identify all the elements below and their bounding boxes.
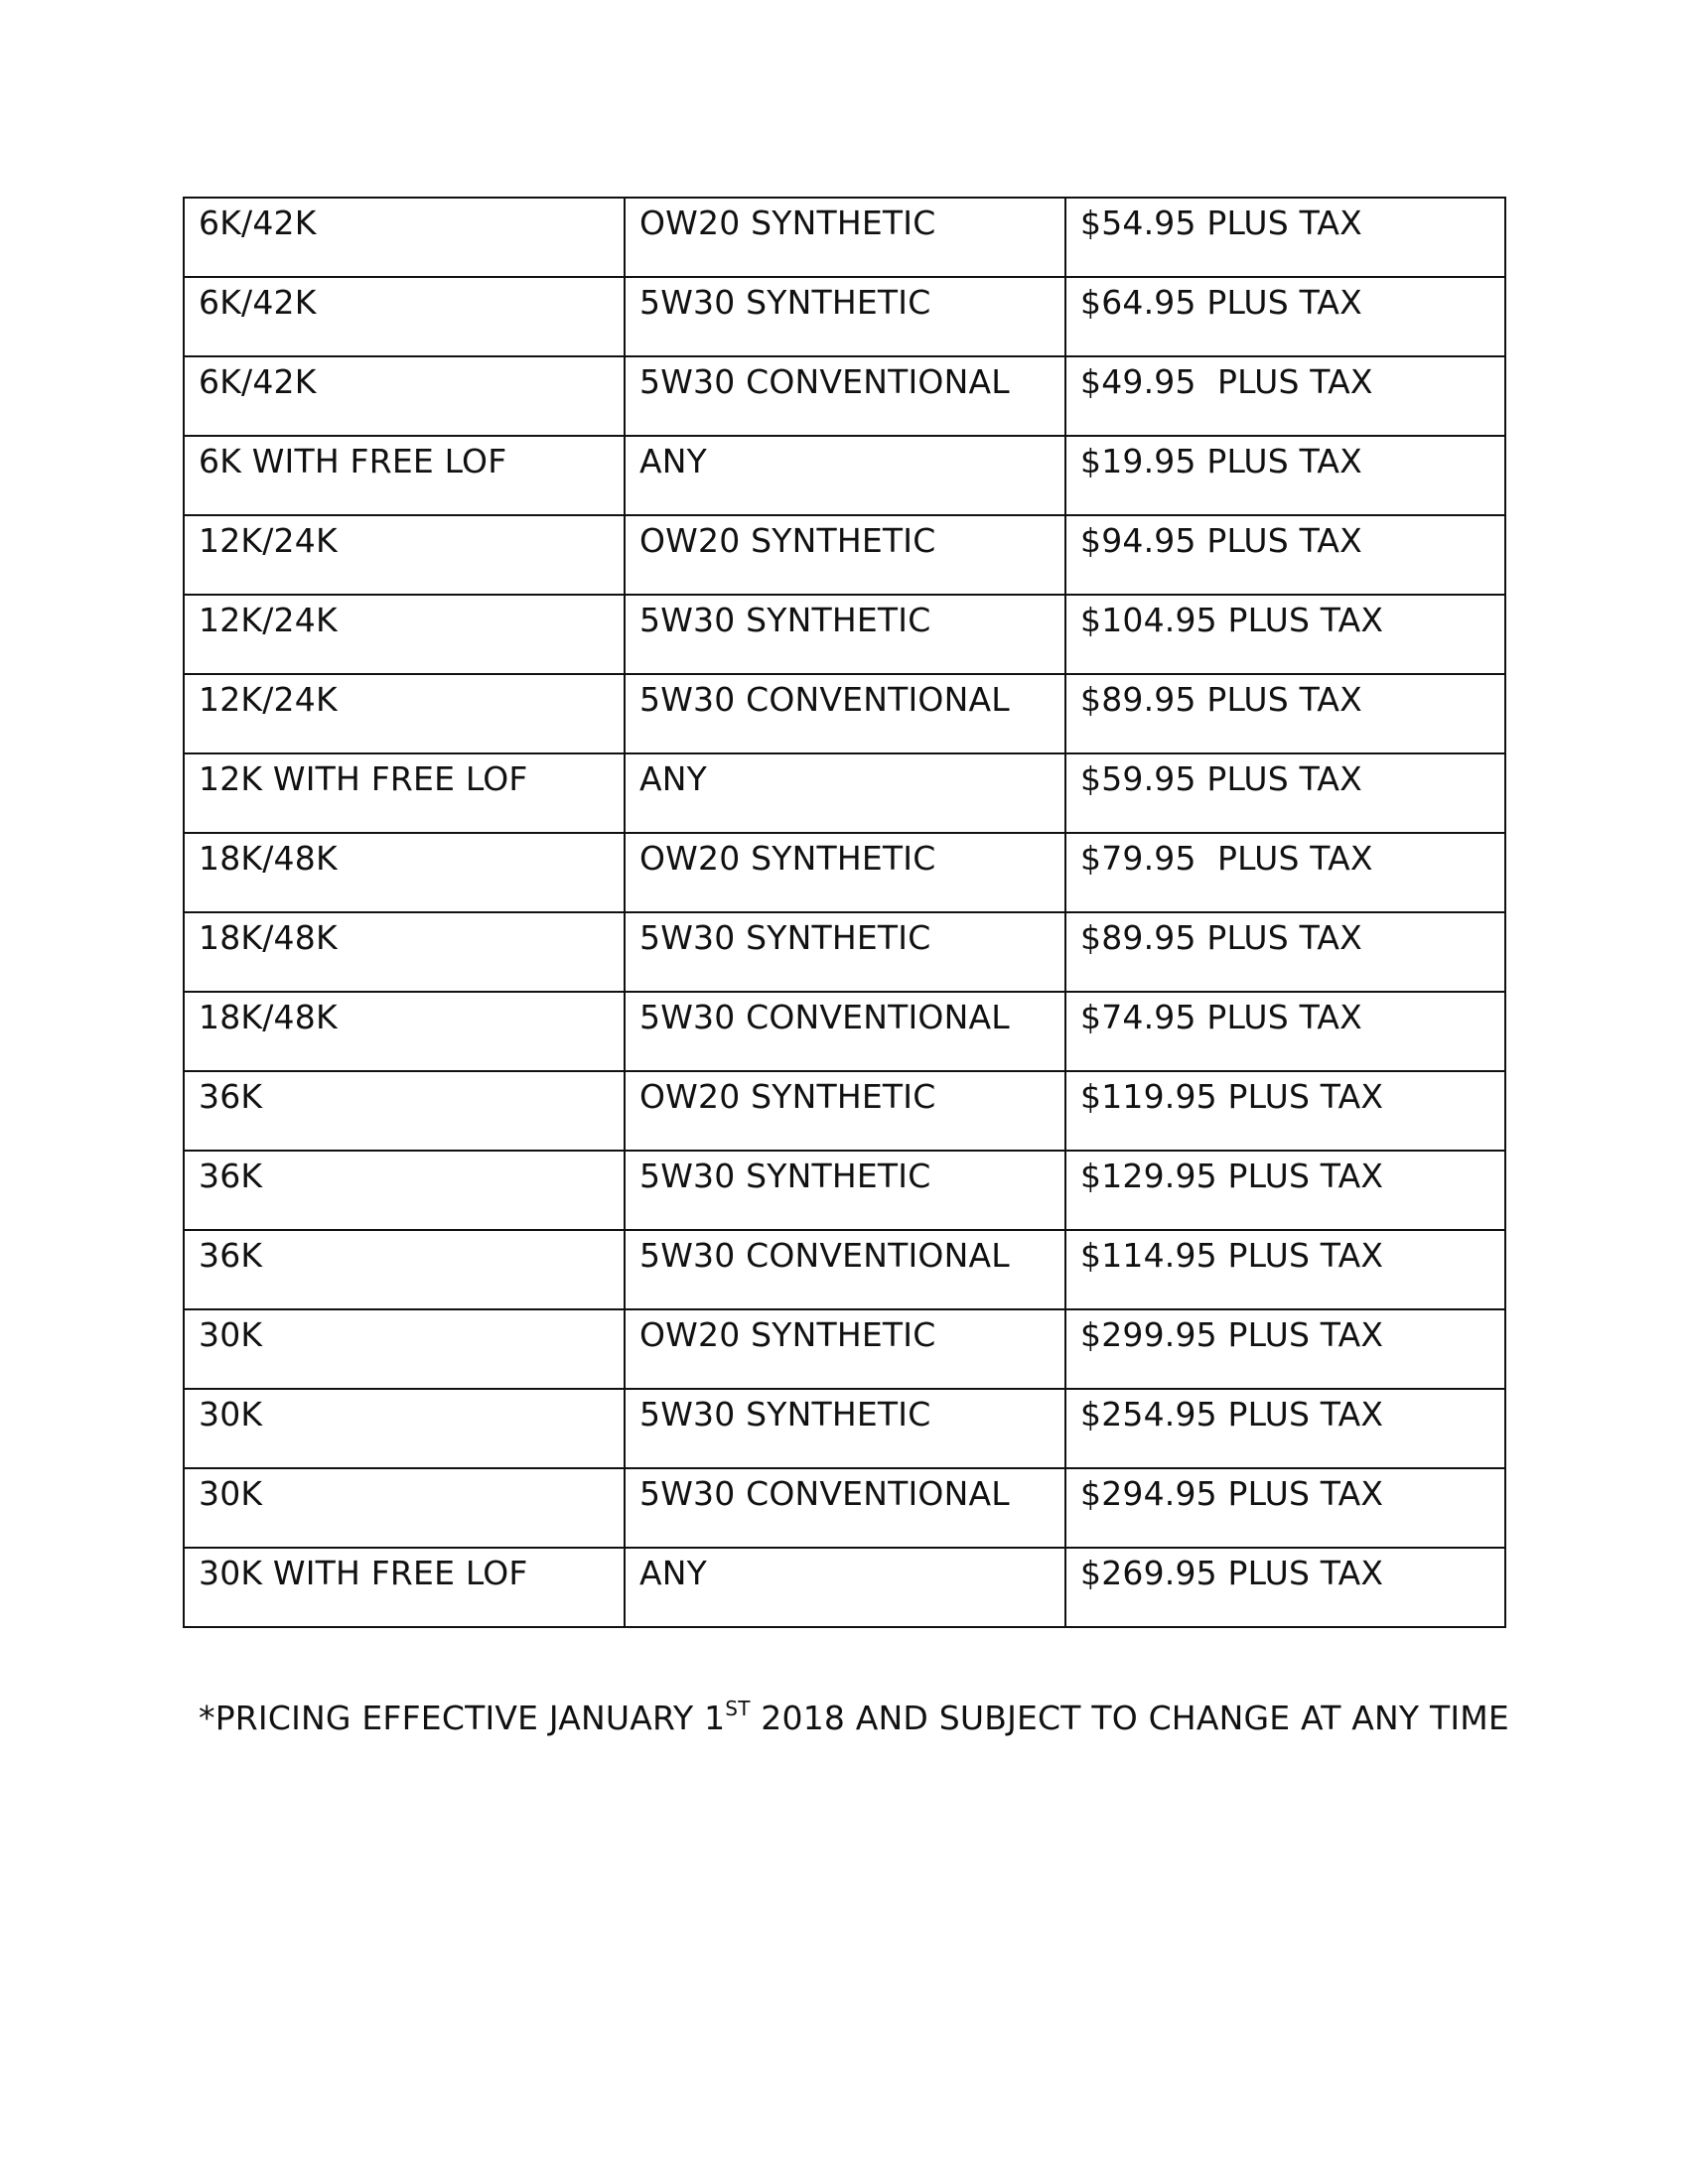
interval-cell: 36K [184,1071,625,1151]
oil-type-cell: OW20 SYNTHETIC [625,1071,1065,1151]
oil-type-cell: 5W30 CONVENTIONAL [625,992,1065,1071]
price-cell: $49.95 PLUS TAX [1065,356,1505,436]
interval-cell: 6K/42K [184,198,625,277]
interval-cell: 36K [184,1151,625,1230]
interval-cell: 36K [184,1230,625,1309]
interval-cell: 30K WITH FREE LOF [184,1548,625,1627]
price-cell: $119.95 PLUS TAX [1065,1071,1505,1151]
table-row [184,1468,1505,1548]
price-table-body [184,198,1505,1627]
interval-cell: 12K/24K [184,674,625,753]
footnote-superscript: ST [725,1697,751,1720]
oil-type-cell: OW20 SYNTHETIC [625,1309,1065,1389]
price-cell: $254.95 PLUS TAX [1065,1389,1505,1468]
table-row [184,674,1505,753]
table-row [184,992,1505,1071]
interval-cell: 30K [184,1389,625,1468]
oil-type-cell: 5W30 SYNTHETIC [625,277,1065,356]
table-row [184,1309,1505,1389]
table-row [184,356,1505,436]
price-cell: $74.95 PLUS TAX [1065,992,1505,1071]
table-row [184,595,1505,674]
price-cell: $64.95 PLUS TAX [1065,277,1505,356]
interval-cell: 12K/24K [184,595,625,674]
oil-type-cell: 5W30 SYNTHETIC [625,1389,1065,1468]
interval-cell: 18K/48K [184,912,625,992]
table-row [184,515,1505,595]
interval-cell: 18K/48K [184,992,625,1071]
footnote-text-after: 2018 AND SUBJECT TO CHANGE AT ANY TIME [750,1699,1509,1737]
interval-cell: 6K WITH FREE LOF [184,436,625,515]
price-cell: $89.95 PLUS TAX [1065,674,1505,753]
price-cell: $79.95 PLUS TAX [1065,833,1505,912]
table-row [184,1389,1505,1468]
pricing-footnote [199,1694,1509,1743]
oil-type-cell: ANY [625,1548,1065,1627]
interval-cell: 18K/48K [184,833,625,912]
oil-type-cell: 5W30 CONVENTIONAL [625,356,1065,436]
oil-type-cell: 5W30 SYNTHETIC [625,595,1065,674]
table-row [184,436,1505,515]
price-cell: $89.95 PLUS TAX [1065,912,1505,992]
oil-type-cell: 5W30 CONVENTIONAL [625,1468,1065,1548]
price-cell: $129.95 PLUS TAX [1065,1151,1505,1230]
table-row [184,753,1505,833]
interval-cell: 12K WITH FREE LOF [184,753,625,833]
interval-cell: 30K [184,1468,625,1548]
price-cell: $269.95 PLUS TAX [1065,1548,1505,1627]
price-cell: $19.95 PLUS TAX [1065,436,1505,515]
table-row [184,1230,1505,1309]
oil-type-cell: OW20 SYNTHETIC [625,198,1065,277]
price-cell: $294.95 PLUS TAX [1065,1468,1505,1548]
price-cell: $114.95 PLUS TAX [1065,1230,1505,1309]
price-cell: $59.95 PLUS TAX [1065,753,1505,833]
price-table [183,197,1506,1628]
interval-cell: 6K/42K [184,277,625,356]
oil-type-cell: 5W30 SYNTHETIC [625,1151,1065,1230]
oil-type-cell: ANY [625,753,1065,833]
table-row [184,277,1505,356]
price-cell: $94.95 PLUS TAX [1065,515,1505,595]
price-cell: $299.95 PLUS TAX [1065,1309,1505,1389]
table-row [184,1071,1505,1151]
price-cell: $54.95 PLUS TAX [1065,198,1505,277]
interval-cell: 6K/42K [184,356,625,436]
interval-cell: 12K/24K [184,515,625,595]
interval-cell: 30K [184,1309,625,1389]
oil-type-cell: OW20 SYNTHETIC [625,515,1065,595]
oil-type-cell: 5W30 CONVENTIONAL [625,674,1065,753]
oil-type-cell: OW20 SYNTHETIC [625,833,1065,912]
table-row [184,833,1505,912]
table-row [184,1548,1505,1627]
footnote-text-before: *PRICING EFFECTIVE JANUARY 1 [199,1699,726,1737]
price-cell: $104.95 PLUS TAX [1065,595,1505,674]
oil-type-cell: 5W30 SYNTHETIC [625,912,1065,992]
table-row [184,912,1505,992]
oil-type-cell: ANY [625,436,1065,515]
table-row [184,1151,1505,1230]
oil-type-cell: 5W30 CONVENTIONAL [625,1230,1065,1309]
table-row [184,198,1505,277]
